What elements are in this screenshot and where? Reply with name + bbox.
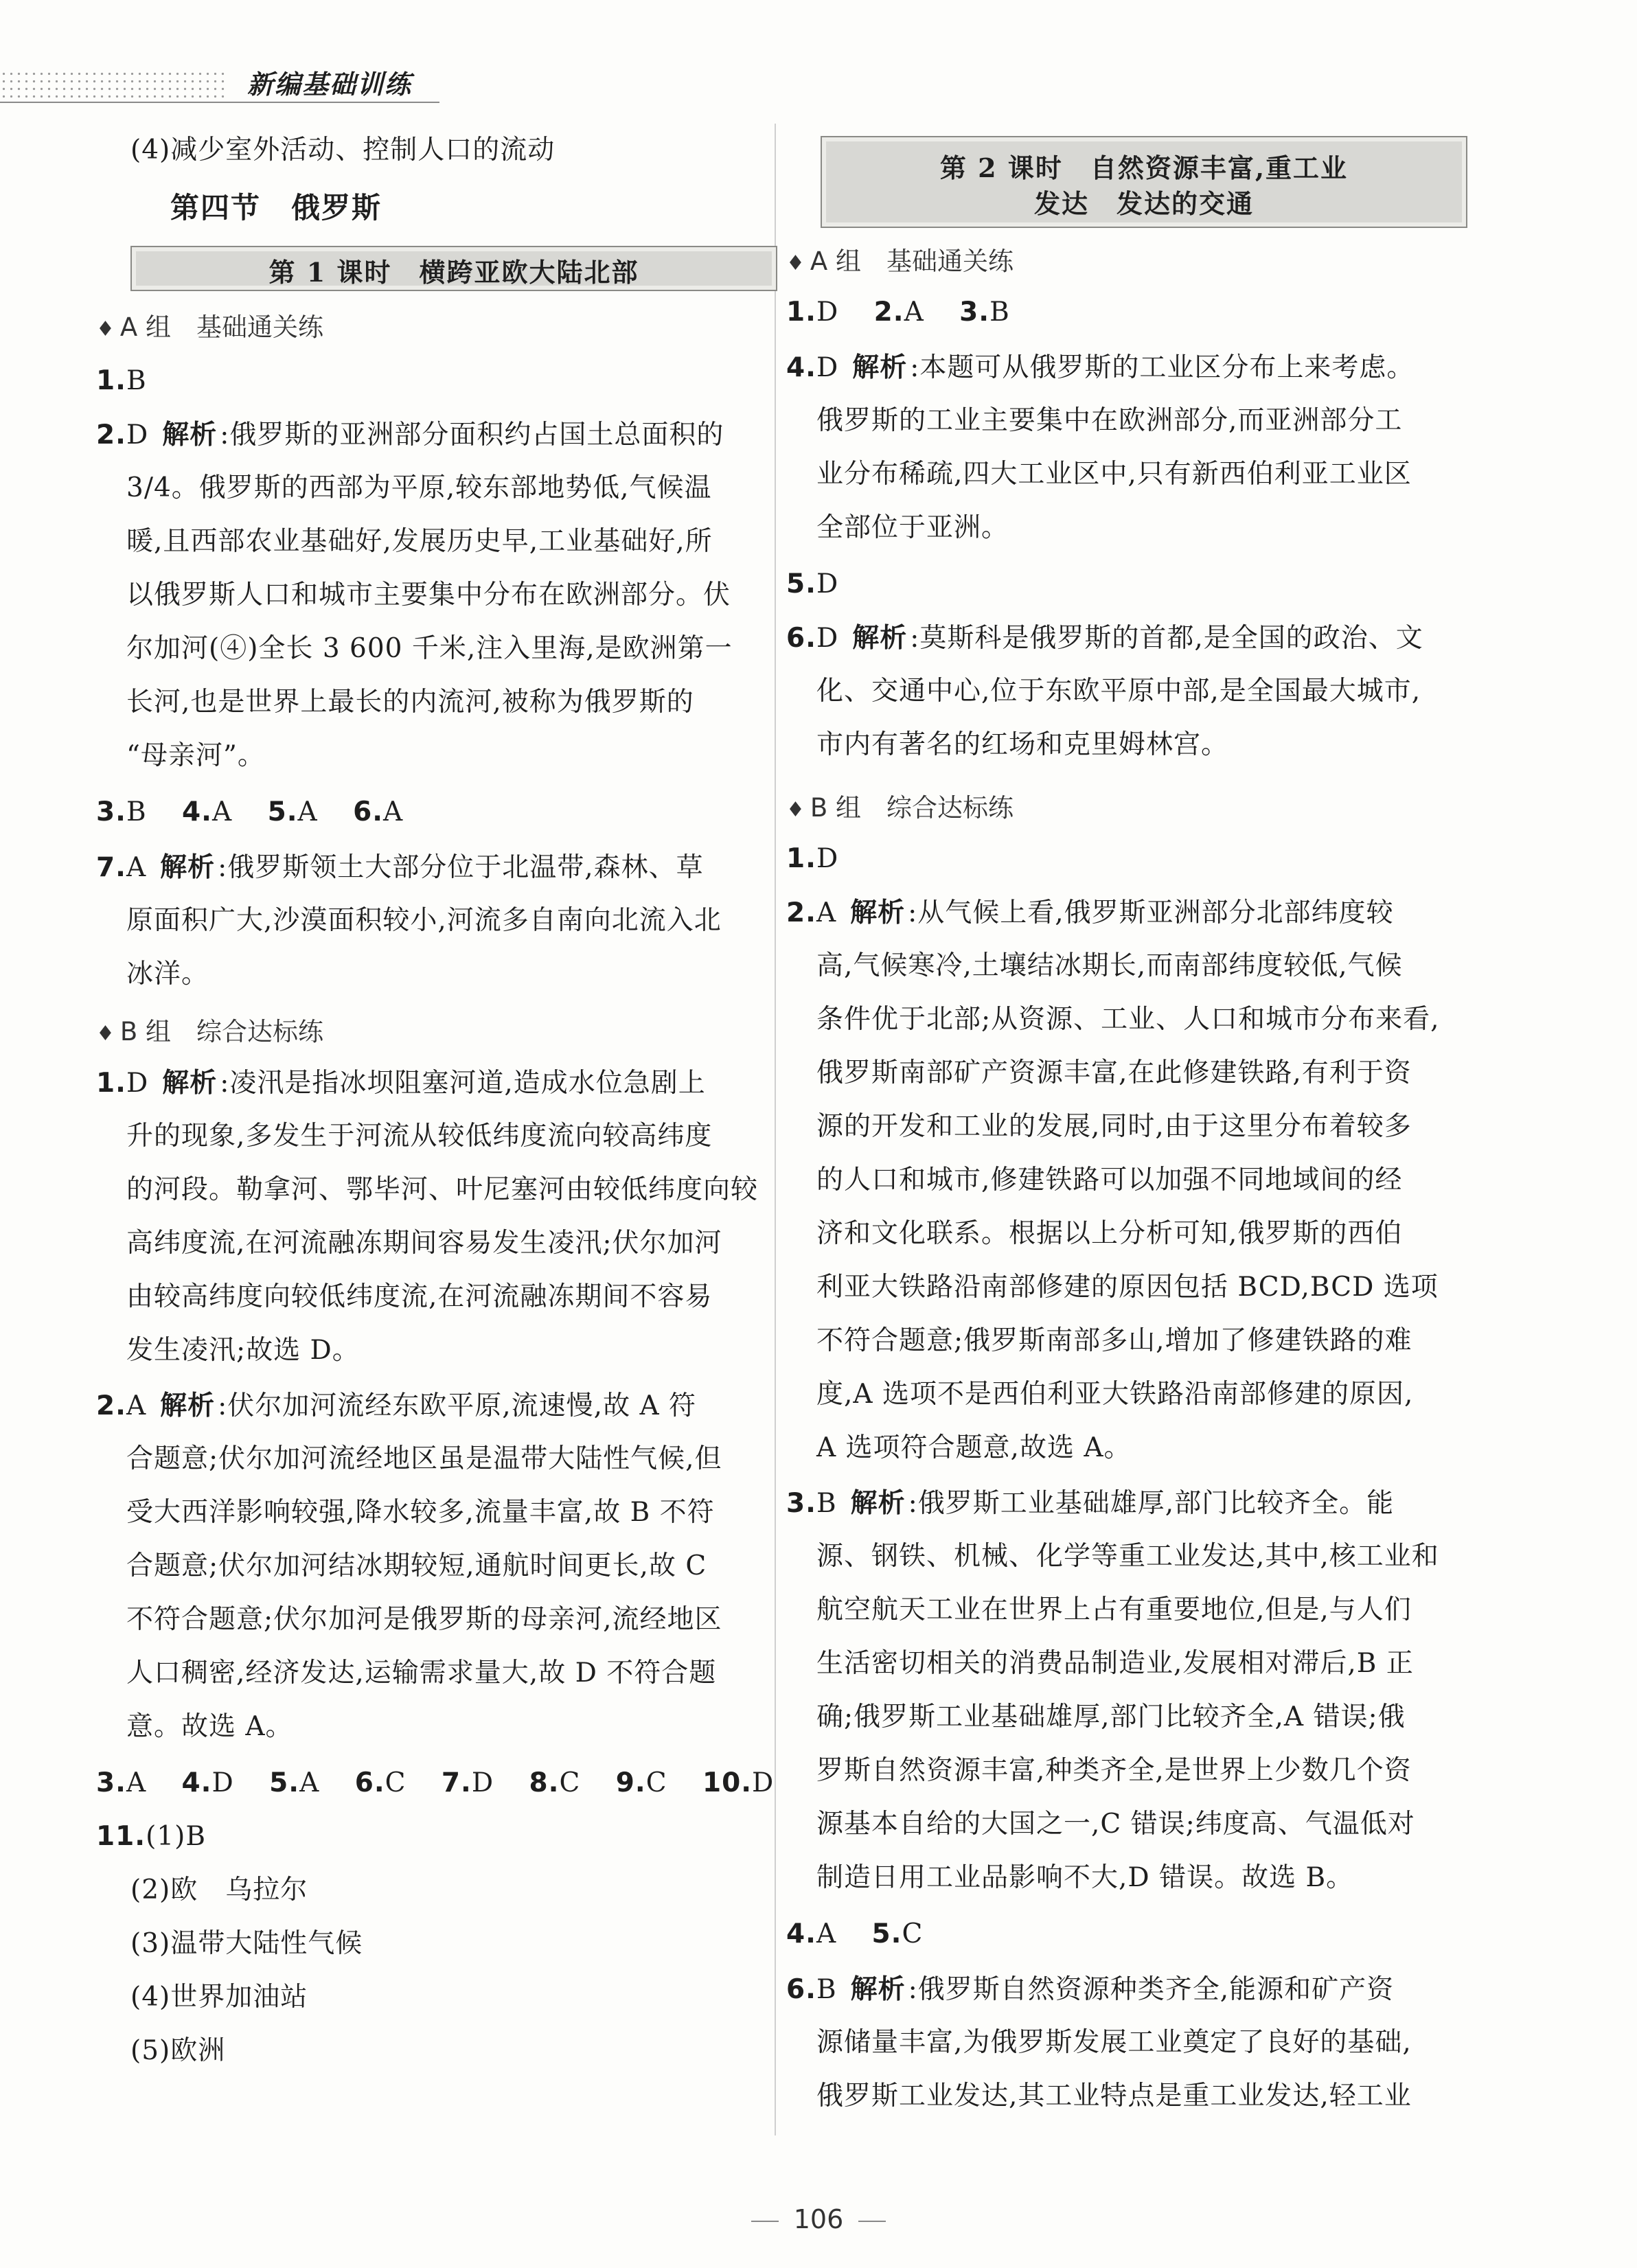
answer-item: 6.B 解析 :俄罗斯自然资源种类齐全,能源和矿产资 xyxy=(786,1973,1395,2005)
explanation-line: 人口稠密,经济发达,运输需求量大,故 D 不符合题 xyxy=(126,1658,717,1688)
group-a-heading: ♦ A 组 基础通关练 xyxy=(96,312,323,342)
group-b-heading: ♦ B 组 综合达标练 xyxy=(786,793,1014,823)
answer-item: 2.A 解析 :从气候上看,俄罗斯亚洲部分北部纬度较 xyxy=(786,897,1394,928)
explanation-line: 源、钢铁、机械、化学等重工业发达,其中,核工业和 xyxy=(816,1541,1439,1572)
explanation-line: A 选项符合题意,故选 A。 xyxy=(816,1432,1132,1463)
answer-item: 11.(1)B xyxy=(96,1821,206,1852)
answer-row: 3.A 4.D 5.A 6.C 7.D 8.C 9.C 10.D xyxy=(96,1767,775,1798)
explanation-line: 发生凌汛;故选 D。 xyxy=(126,1335,360,1366)
explanation-line: 由较高纬度向较低纬度流,在河流融冻期间不容易 xyxy=(126,1281,713,1312)
explanation-line: 俄罗斯南部矿产资源丰富,在此修建铁路,有利于资 xyxy=(816,1057,1412,1088)
explanation-line: 尔加河(④)全长 3 600 千米,注入里海,是欧洲第一 xyxy=(126,633,733,664)
explanation-line: 以俄罗斯人口和城市主要集中分布在欧洲部分。伏 xyxy=(126,580,731,610)
diamond-icon: ♦ xyxy=(786,251,805,275)
lesson-title: 第 1 课时 横跨亚欧大陆北部 xyxy=(268,257,639,288)
answer-item: 6.D 解析 :莫斯科是俄罗斯的首都,是全国的政治、文 xyxy=(786,622,1423,654)
explanation-line: 不符合题意;伏尔加河是俄罗斯的母亲河,流经地区 xyxy=(126,1604,722,1635)
answer-item: 2.D 解析 :俄罗斯的亚洲部分面积约占国土总面积的 xyxy=(96,419,724,450)
explanation-line: 济和文化联系。根据以上分析可知,俄罗斯的西伯 xyxy=(816,1218,1403,1249)
explanation-line: 制造日用工业品影响不大,D 错误。故选 B。 xyxy=(816,1862,1354,1893)
header-rule xyxy=(0,102,439,103)
lesson-title-line-2: 发达 发达的交通 xyxy=(1033,188,1254,219)
section-title: 第四节 俄罗斯 xyxy=(170,191,382,225)
lesson-title-line-1: 第 2 课时 自然资源丰富,重工业 xyxy=(939,152,1349,183)
answer-item: 7.A 解析 :俄罗斯领土大部分位于北温带,森林、草 xyxy=(96,851,704,883)
explanation-line: 罗斯自然资源丰富,种类齐全,是世界上少数几个资 xyxy=(816,1755,1412,1786)
column-divider xyxy=(775,124,776,2135)
explanation-line: 化、交通中心,位于东欧平原中部,是全国最大城市, xyxy=(816,676,1421,707)
answer-row: 4.A 5.C xyxy=(786,1918,924,1949)
explanation-line: 冰洋。 xyxy=(126,959,209,989)
explanation-line: 源的开发和工业的发展,同时,由于这里分布着较多 xyxy=(816,1111,1412,1142)
explanation-line: 的人口和城市,修建铁路可以加强不同地域间的经 xyxy=(816,1165,1403,1195)
explanation-line: 源储量丰富,为俄罗斯发展工业奠定了良好的基础, xyxy=(816,2027,1412,2058)
explanation-line: 航空航天工业在世界上占有重要地位,但是,与人们 xyxy=(816,1594,1412,1625)
explanation-line: 业分布稀疏,四大工业区中,只有新西伯利亚工业区 xyxy=(816,459,1412,490)
answer-item: 1.B xyxy=(96,365,147,396)
explanation-line: “母亲河”。 xyxy=(126,740,265,771)
explanation-line: 3/4。俄罗斯的西部为平原,较东部地势低,气候温 xyxy=(126,472,712,503)
answer-row: 3.B 4.A 5.A 6.A xyxy=(96,797,404,827)
explanation-line: 长河,也是世界上最长的内流河,被称为俄罗斯的 xyxy=(126,687,694,718)
answer-item: 1.D xyxy=(786,843,839,874)
explanation-line: 生活密切相关的消费品制造业,发展相对滞后,B 正 xyxy=(816,1648,1414,1679)
explanation-line: 条件优于北部;从资源、工业、人口和城市分布来看, xyxy=(816,1004,1440,1035)
explanation-line: 合题意;伏尔加河流经地区虽是温带大陆性气候,但 xyxy=(126,1443,722,1474)
diamond-icon: ♦ xyxy=(96,1022,115,1046)
lesson-banner xyxy=(821,136,1467,228)
explanation-line: 的河段。勒拿河、鄂毕河、叶尼塞河由较低纬度向较 xyxy=(126,1174,759,1205)
footer-dash xyxy=(751,2221,779,2222)
explanation-line: 利亚大铁路沿南部修建的原因包括 BCD,BCD 选项 xyxy=(816,1272,1439,1303)
group-a-heading: ♦ A 组 基础通关练 xyxy=(786,247,1014,276)
explanation-line: 俄罗斯工业发达,其工业特点是重工业发达,轻工业 xyxy=(816,2081,1412,2111)
explanation-line: 源基本自给的大国之一,C 错误;纬度高、气温低对 xyxy=(816,1809,1415,1840)
explanation-line: 确;俄罗斯工业基础雄厚,部门比较齐全,A 错误;俄 xyxy=(816,1702,1406,1732)
explanation-line: 原面积广大,沙漠面积较小,河流多自南向北流入北 xyxy=(126,905,722,936)
explanation-line: 高,气候寒冷,土壤结冰期长,而南部纬度较低,气候 xyxy=(816,950,1403,981)
diamond-icon: ♦ xyxy=(96,317,115,341)
explanation-line: 合题意;伏尔加河结冰期较短,通航时间更长,故 C xyxy=(126,1550,707,1581)
explanation-line: 意。故选 A。 xyxy=(126,1711,293,1742)
diamond-icon: ♦ xyxy=(786,798,805,822)
sub-answer: (5)欧洲 xyxy=(130,2035,226,2066)
explanation-line: 升的现象,多发生于河流从较低纬度流向较高纬度 xyxy=(126,1121,713,1152)
explanation-line: 受大西洋影响较强,降水较多,流量丰富,故 B 不符 xyxy=(126,1497,715,1528)
footer-dash xyxy=(858,2221,886,2222)
explanation-line: 不符合题意;俄罗斯南部多山,增加了修建铁路的难 xyxy=(816,1325,1412,1356)
explanation-line: 全部位于亚洲。 xyxy=(816,512,1009,543)
sub-answer: (3)温带大陆性气候 xyxy=(130,1928,363,1959)
answer-item: 1.D 解析 :凌汛是指冰坝阻塞河道,造成水位急剧上 xyxy=(96,1067,706,1099)
answer-item: 4.D 解析 :本题可从俄罗斯的工业区分布上来考虑。 xyxy=(786,352,1415,383)
sub-answer: (4)世界加油站 xyxy=(130,1982,308,2013)
explanation-line: 高纬度流,在河流融冻期间容易发生凌汛;伏尔加河 xyxy=(126,1228,722,1259)
answer-row: 1.D 2.A 3.B xyxy=(786,297,1010,328)
explanation-line: 俄罗斯的工业主要集中在欧洲部分,而亚洲部分工 xyxy=(816,405,1403,436)
group-b-heading: ♦ B 组 综合达标练 xyxy=(96,1017,324,1046)
book-title: 新编基础训练 xyxy=(247,69,413,100)
explanation-line: 度,A 选项不是西伯利亚大铁路沿南部修建的原因, xyxy=(816,1379,1414,1410)
running-header xyxy=(0,60,439,106)
answer-item: 2.A 解析 :伏尔加河流经东欧平原,流速慢,故 A 符 xyxy=(96,1390,697,1421)
header-dot-pattern xyxy=(0,70,227,100)
explanation-line: 暖,且西部农业基础好,发展历史早,工业基础好,所 xyxy=(126,526,713,557)
page-number: 106 xyxy=(793,2204,844,2234)
page-footer xyxy=(0,2204,1637,2234)
sub-answer: (2)欧 乌拉尔 xyxy=(130,1875,308,1905)
answer-item: 3.B 解析 :俄罗斯工业基础雄厚,部门比较齐全。能 xyxy=(786,1487,1395,1519)
lesson-banner xyxy=(130,246,777,291)
carryover-line: (4)减少室外活动、控制人口的流动 xyxy=(130,135,556,165)
answer-item: 5.D xyxy=(786,569,839,599)
explanation-line: 市内有著名的红场和克里姆林宫。 xyxy=(816,729,1229,760)
